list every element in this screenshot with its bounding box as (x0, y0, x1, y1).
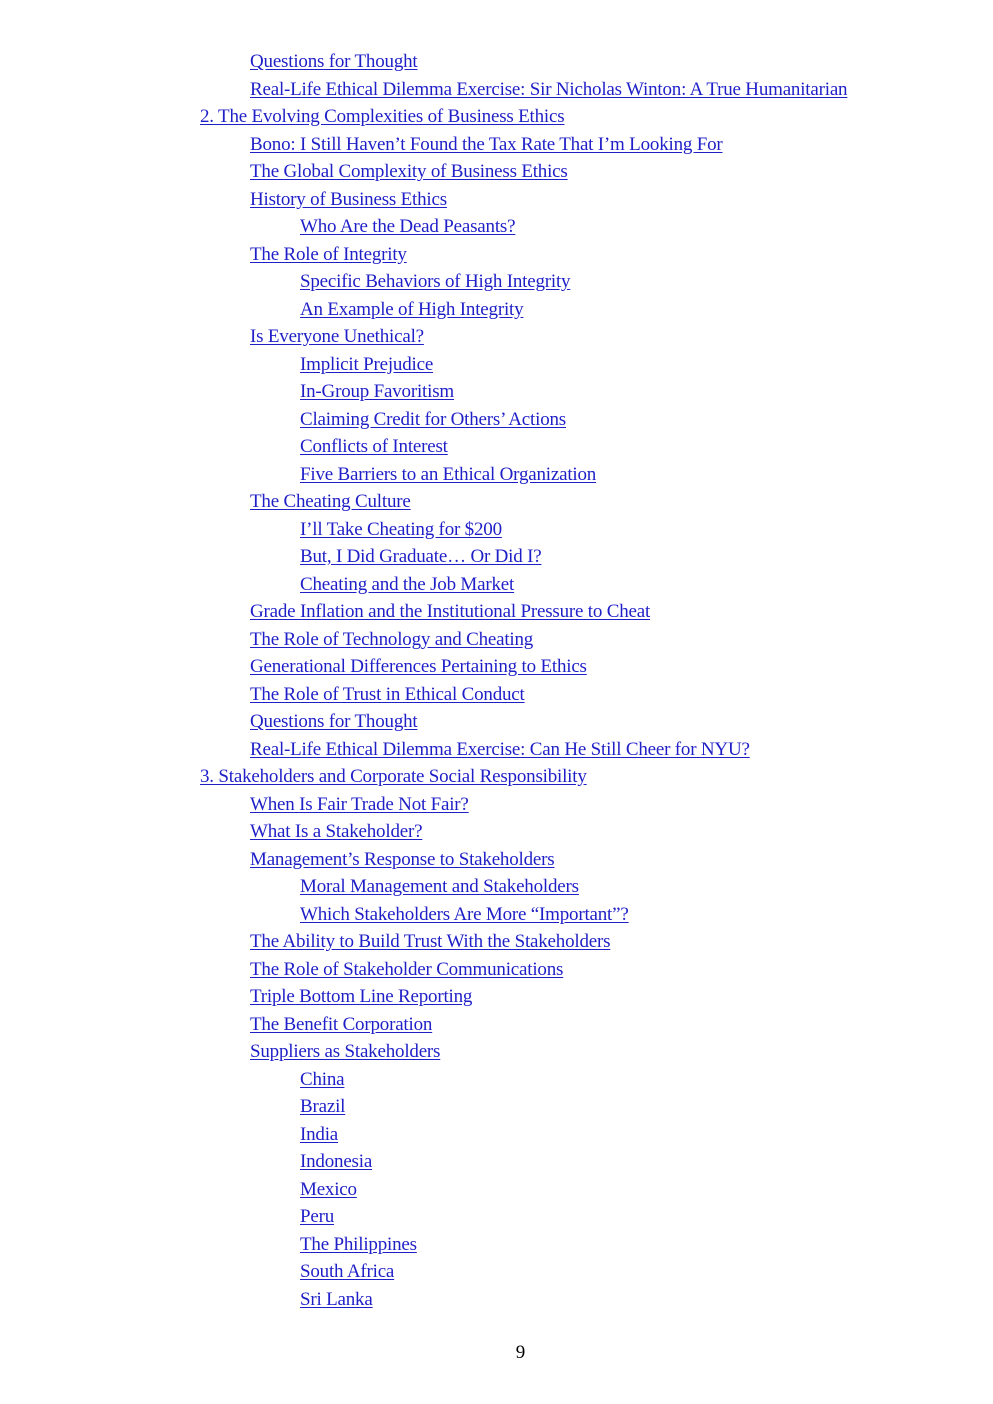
toc-entry (0, 1121, 993, 1149)
toc-entry (0, 818, 993, 846)
toc-subsection-link[interactable]: Conflicts of Interest (300, 436, 448, 457)
toc-entry (0, 873, 993, 901)
toc-subsection-link[interactable]: Implicit Prejudice (300, 353, 434, 375)
toc-section-link[interactable]: Real-Life Ethical Dilemma Exercise: Can He Still Cheer for NYU? (250, 738, 750, 760)
toc-entry (0, 653, 993, 681)
toc-section-link[interactable]: Grade Inflation and the Institutional Pressure to Cheat (250, 601, 651, 622)
toc-entry (0, 186, 993, 214)
toc-entry (0, 1286, 993, 1314)
toc-subsection-link[interactable]: Who Are the Dead Peasants? (300, 216, 516, 237)
toc-entry (0, 296, 993, 324)
toc-entry (0, 241, 993, 269)
toc-subsection-link[interactable]: South Africa (300, 1261, 395, 1282)
toc-entry (0, 1258, 993, 1286)
toc-entry (0, 1011, 993, 1039)
toc-subsection-link[interactable]: I’ll Take Cheating for $200 (300, 518, 502, 540)
toc-section-link[interactable]: Suppliers as Stakeholders (250, 1041, 441, 1062)
toc-entry (0, 1038, 993, 1066)
toc-section-link[interactable]: Is Everyone Unethical? (250, 326, 424, 347)
toc-section-link[interactable]: The Role of Integrity (250, 243, 407, 265)
toc-subsection-link[interactable]: Specific Behaviors of High Integrity (300, 271, 571, 292)
toc-section-link[interactable]: Management’s Response to Stakeholders (250, 848, 555, 870)
toc-entry (0, 158, 993, 186)
page-number: 9 (515, 1342, 526, 1363)
toc-subsection-link[interactable]: Indonesia (300, 1151, 373, 1172)
table-of-contents (0, 48, 993, 1313)
toc-subsection-link[interactable]: Cheating and the Job Market (300, 573, 515, 595)
toc-subsection-link[interactable]: Claiming Credit for Others’ Actions (300, 408, 566, 430)
toc-subsection-link[interactable]: Brazil (300, 1096, 346, 1117)
toc-chapter-link[interactable]: 3. Stakeholders and Corporate Social Responsibility (200, 766, 587, 787)
toc-entry (0, 543, 993, 571)
toc-entry (0, 351, 993, 379)
toc-subsection-link[interactable]: Moral Management and Stakeholders (300, 876, 579, 897)
toc-subsection-link[interactable]: China (300, 1068, 345, 1090)
toc-section-link[interactable]: History of Business Ethics (250, 188, 447, 210)
toc-entry (0, 488, 993, 516)
toc-subsection-link[interactable]: Sri Lanka (300, 1288, 373, 1310)
toc-entry (0, 928, 993, 956)
toc-entry (0, 1231, 993, 1259)
toc-entry (0, 268, 993, 296)
toc-entry (0, 708, 993, 736)
toc-section-link[interactable]: The Benefit Corporation (250, 1013, 433, 1035)
toc-section-link[interactable]: Real-Life Ethical Dilemma Exercise: Sir Nicholas Winton: A True Humanitarian (250, 78, 848, 100)
toc-section-link[interactable]: Triple Bottom Line Reporting (250, 986, 473, 1007)
toc-entry (0, 901, 993, 929)
toc-entry (0, 131, 993, 159)
toc-subsection-link[interactable]: Mexico (300, 1178, 357, 1200)
toc-section-link[interactable]: Questions for Thought (250, 51, 418, 72)
toc-section-link[interactable]: The Role of Stakeholder Communications (250, 958, 564, 980)
toc-entry (0, 1203, 993, 1231)
toc-entry (0, 846, 993, 874)
toc-entry (0, 681, 993, 709)
toc-entry (0, 461, 993, 489)
toc-subsection-link[interactable]: In-Group Favoritism (300, 381, 454, 402)
toc-subsection-link[interactable]: Five Barriers to an Ethical Organization (300, 463, 597, 485)
toc-entry (0, 598, 993, 626)
toc-subsection-link[interactable]: Peru (300, 1206, 335, 1227)
toc-chapter-link[interactable]: 2. The Evolving Complexities of Business Ethics (200, 106, 565, 127)
toc-subsection-link[interactable]: But, I Did Graduate… Or Did I? (300, 546, 542, 567)
toc-entry (0, 983, 993, 1011)
toc-entry (0, 378, 993, 406)
toc-entry (0, 791, 993, 819)
toc-subsection-link[interactable]: India (300, 1123, 339, 1145)
toc-section-link[interactable]: Generational Differences Pertaining to Ethics (250, 656, 587, 677)
toc-entry (0, 1176, 993, 1204)
toc-entry (0, 956, 993, 984)
toc-entry (0, 323, 993, 351)
toc-subsection-link[interactable]: Which Stakeholders Are More “Important”? (300, 903, 629, 925)
toc-section-link[interactable]: Bono: I Still Haven’t Found the Tax Rate That I’m Looking For (250, 133, 723, 155)
toc-section-link[interactable]: The Role of Technology and Cheating (250, 628, 534, 650)
toc-entry (0, 76, 993, 104)
toc-entry (0, 516, 993, 544)
toc-entry (0, 763, 993, 791)
toc-entry (0, 103, 993, 131)
toc-subsection-link[interactable]: The Philippines (300, 1233, 417, 1255)
toc-section-link[interactable]: What Is a Stakeholder? (250, 821, 423, 842)
toc-section-link[interactable]: The Global Complexity of Business Ethics (250, 161, 568, 182)
toc-entry (0, 433, 993, 461)
toc-entry (0, 1148, 993, 1176)
toc-entry (0, 1066, 993, 1094)
toc-subsection-link[interactable]: An Example of High Integrity (300, 298, 524, 320)
toc-entry (0, 213, 993, 241)
toc-entry (0, 571, 993, 599)
toc-entry (0, 48, 993, 76)
toc-section-link[interactable]: The Cheating Culture (250, 491, 411, 512)
toc-section-link[interactable]: When Is Fair Trade Not Fair? (250, 793, 469, 815)
toc-entry (0, 406, 993, 434)
toc-section-link[interactable]: The Ability to Build Trust With the Stakeholders (250, 931, 611, 952)
toc-entry (0, 1093, 993, 1121)
toc-entry (0, 736, 993, 764)
toc-section-link[interactable]: Questions for Thought (250, 711, 418, 732)
toc-section-link[interactable]: The Role of Trust in Ethical Conduct (250, 683, 525, 705)
toc-entry (0, 626, 993, 654)
